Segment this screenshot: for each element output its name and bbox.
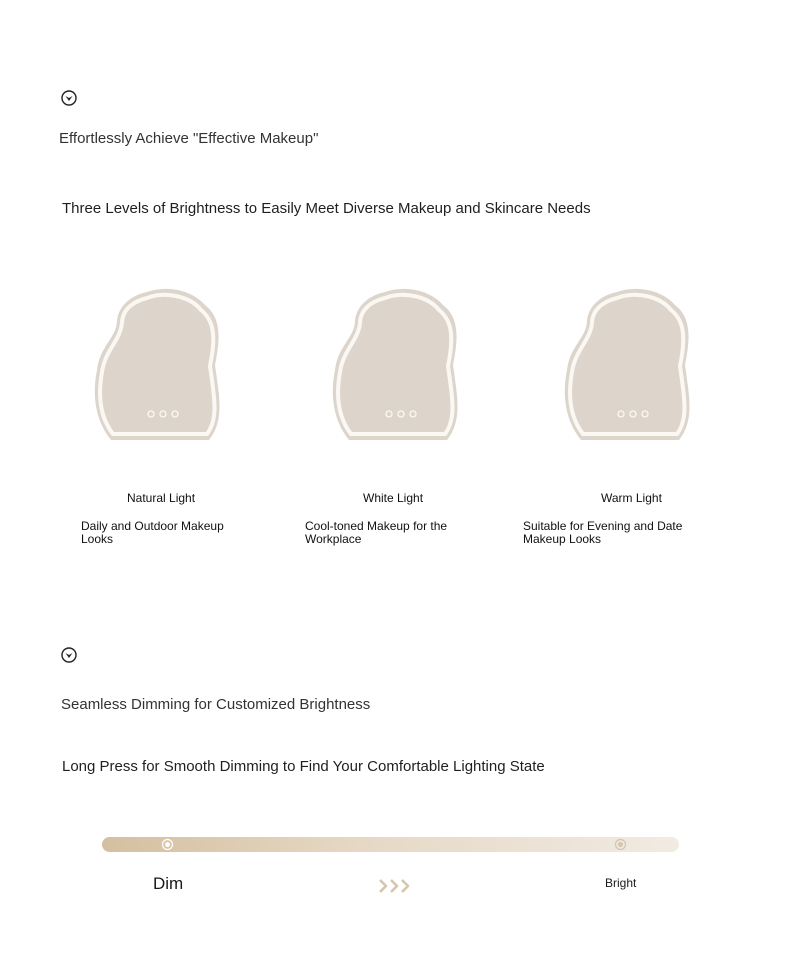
mode-card-natural [77, 270, 257, 550]
bright-end-knob [614, 838, 627, 851]
mode-name-white: White Light [363, 491, 424, 505]
chevron-down-circle-icon [61, 647, 77, 663]
mode-desc-white: Cool-toned Makeup for the Workplace [305, 519, 448, 546]
chevron-right-arrows-icon [378, 877, 414, 895]
mode-name-natural: Natural Light [127, 491, 196, 505]
dim-label: Dim [153, 874, 184, 893]
mode-card-white [305, 270, 495, 550]
mirror-warm-image [547, 270, 727, 450]
mode-desc-warm: Suitable for Evening and Date Makeup Looks [523, 519, 683, 546]
mode-card-warm [523, 270, 727, 550]
section-subtitle-long-press: Long Press for Smooth Dimming to Find Your Comfortable Lighting State [62, 758, 545, 775]
dimming-slider-track [102, 837, 679, 852]
dim-end-knob [161, 838, 174, 851]
bright-label: Bright [605, 876, 637, 890]
section-subtitle-brightness-levels: Three Levels of Brightness to Easily Meet Diverse Makeup and Skincare Needs [62, 200, 591, 217]
mirror-white-image [315, 270, 495, 450]
mode-desc-natural: Daily and Outdoor Makeup Looks [81, 519, 224, 546]
section-title-seamless-dimming: Seamless Dimming for Customized Brightness [61, 696, 371, 713]
mirror-natural-image [77, 270, 257, 450]
chevron-down-circle-icon [61, 90, 77, 106]
section-title-effective-makeup: Effortlessly Achieve "Effective Makeup" [59, 130, 319, 147]
mode-name-warm: Warm Light [601, 491, 662, 505]
